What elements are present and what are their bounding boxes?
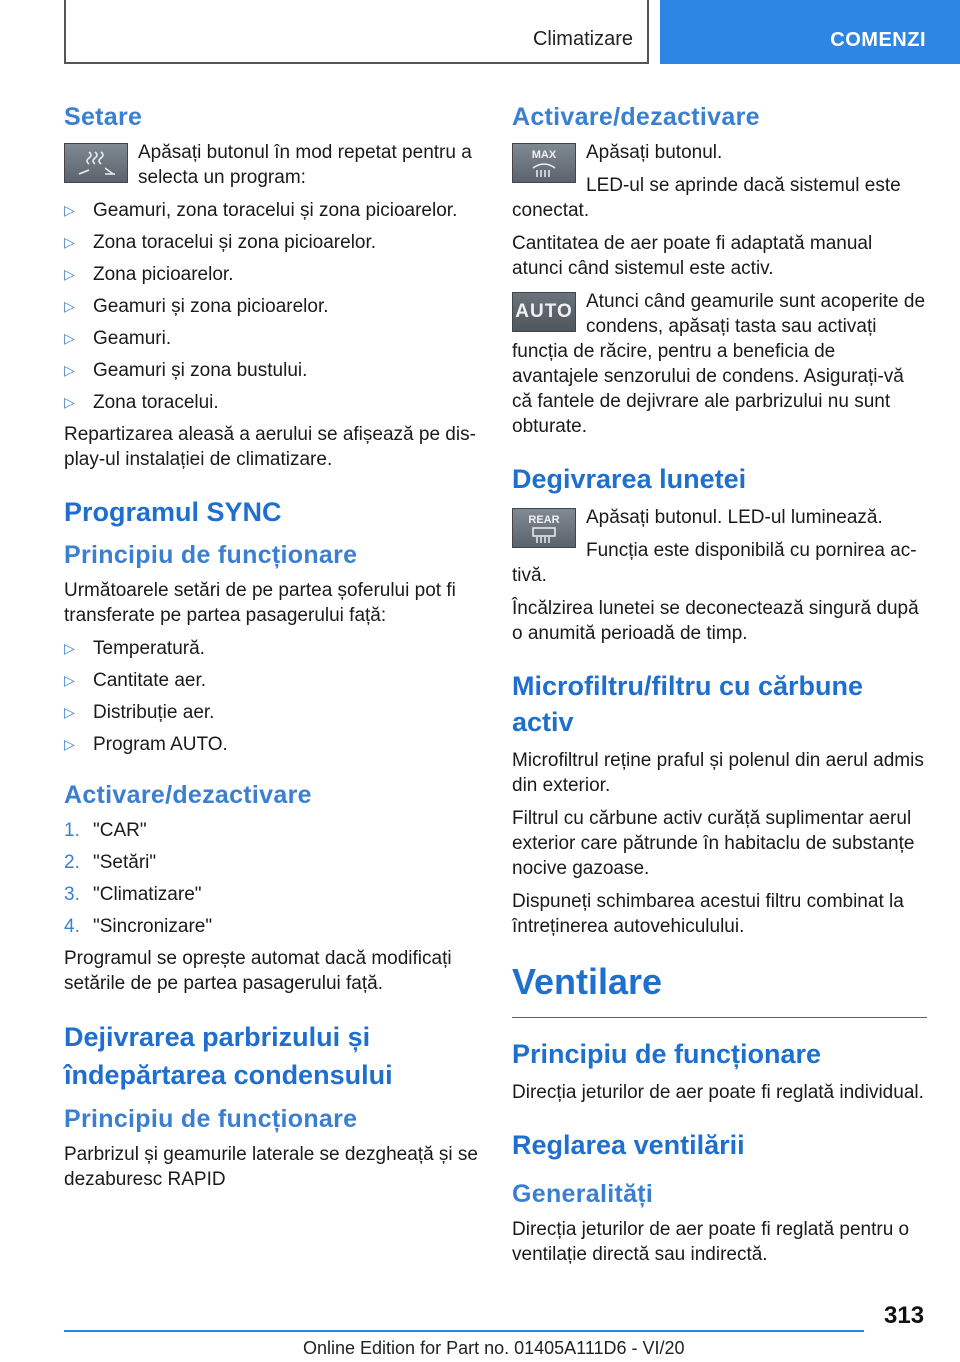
rear-defrost-button-icon (512, 508, 576, 548)
step-item: 4. "Sincronizare" (64, 916, 213, 937)
bullet-triangle-icon: ▷ (64, 640, 75, 656)
setare-after: Repartizarea aleasă a aerului se afișează pe display-ul instalației de climatizare. (64, 424, 476, 470)
defrost-principle-text: Parbrizul și geamurile laterale se dezgheață și se dezaburesc RAPID (64, 1144, 478, 1190)
max-defrost-p2: LED-ul se aprinde dacă sistemul este conectat. (512, 175, 901, 221)
max-defrost-p3: Cantitatea de aer poate fi adaptată manual atunci când sistemul este activ. (512, 233, 873, 279)
auto-button-icon: AUTO (512, 292, 576, 332)
bullet-triangle-icon: ▷ (64, 704, 75, 720)
bullet-triangle-icon: ▷ (64, 266, 75, 282)
list-item: ▷ Geamuri, zona toracelui și zona picioarelor. (64, 200, 458, 221)
list-item: ▷ Geamuri și zona picioarelor. (64, 296, 329, 317)
sync-principle-text: Următoarele setări de pe partea șoferului pot fi transferate pe partea pasagerului față: (64, 580, 456, 626)
svg-text:MAX: MAX (531, 149, 557, 161)
header-frame (64, 0, 649, 64)
step-item: 1. "CAR" (64, 820, 147, 841)
svg-text:REAR: REAR (528, 514, 560, 526)
setare-heading: Setare (64, 103, 143, 131)
list-item: ▷ Distribuție aer. (64, 702, 215, 723)
sync-activation-heading: Activare/dezactivare (64, 781, 312, 809)
left-column (64, 100, 479, 1200)
list-item: ▷ Temperatură. (64, 638, 205, 659)
vent-adjust-heading: Reglarea ventilării (512, 1130, 745, 1160)
vent-principle-heading: Principiu de funcționare (512, 1039, 822, 1069)
vent-general-heading: Generalități (512, 1180, 654, 1208)
setare-list (64, 198, 479, 415)
footer-edition: Online Edition for Part no. 01405A111D6 - VI/20 (303, 1338, 685, 1358)
filter-heading: Microfiltru/filtru cu cărbune activ (512, 671, 864, 737)
footer-divider (64, 1330, 864, 1332)
rear-defrost-p2: Funcția este disponibilă cu pornirea activă. (512, 540, 917, 586)
defrost-heading: Dejivrarea parbrizului și îndepărtarea condensului (64, 1022, 393, 1090)
list-item: ▷ Program AUTO. (64, 734, 228, 755)
vent-general-text: Direcția jeturilor de aer poate fi reglată pentru o ventilație directă sau indirectă. (512, 1219, 910, 1265)
list-item: ▷ Geamuri. (64, 328, 172, 349)
right-column (512, 100, 927, 1275)
list-item: ▷ Zona toracelui. (64, 392, 219, 413)
max-defrost-p1: Apăsați butonul. (586, 142, 723, 163)
list-item: ▷ Geamuri și zona bustului. (64, 360, 308, 381)
defrost-principle-heading: Principiu de funcționare (64, 1105, 358, 1133)
rear-defrost-heading: Degivrarea lunetei (512, 464, 747, 494)
sync-principle-heading: Principiu de funcționare (64, 541, 358, 569)
sync-heading: Programul SYNC (64, 497, 282, 527)
max-defrost-button-icon (512, 143, 576, 183)
list-item: ▷ Cantitate aer. (64, 670, 207, 691)
bullet-triangle-icon: ▷ (64, 202, 75, 218)
page-number: 313 (884, 1302, 925, 1329)
ventilation-heading: Ventilare (512, 961, 927, 1018)
bullet-triangle-icon: ▷ (64, 234, 75, 250)
filter-p2: Filtrul cu cărbune activ curăță suplimentar aerul exterior care pătrunde în habitaclu de substanțe nocive gazoase. (512, 808, 915, 879)
bullet-triangle-icon: ▷ (64, 672, 75, 688)
setare-intro: Apăsați butonul în mod repetat pentru a selecta un program: (138, 142, 472, 188)
max-defrost-p4: Atunci când geamurile sunt acoperite de condens, apăsați tasta sau activați funcția de răcire, pentru a beneficia de avantajele senzorului de condens. Asigurați-vă că fantele de dejivrare ale parbrizului nu sunt obturate. (512, 291, 926, 437)
list-item: ▷ Zona picioarelor. (64, 264, 234, 285)
chapter-tab-label: COMENZI (830, 29, 926, 51)
filter-p1: Microfiltrul reține praful și polenul din aerul admis din exterior. (512, 750, 924, 796)
bullet-triangle-icon: ▷ (64, 330, 75, 346)
bullet-triangle-icon: ▷ (64, 736, 75, 752)
bullet-triangle-icon: ▷ (64, 394, 75, 410)
air-distribution-button-icon (64, 143, 128, 183)
vent-principle-text: Direcția jeturilor de aer poate fi reglată individual. (512, 1082, 924, 1103)
section-title: Climatizare (532, 28, 633, 50)
filter-p3: Dispuneți schimbarea acestui filtru combinat la întreținerea autovehiculului. (512, 891, 904, 937)
step-item: 3. "Climatizare" (64, 884, 202, 905)
step-item: 2. "Setări" (64, 852, 157, 873)
bullet-triangle-icon: ▷ (64, 362, 75, 378)
rear-defrost-p1: Apăsați butonul. LED-ul luminează. (586, 507, 883, 528)
chapter-tab[interactable] (660, 0, 960, 64)
bullet-triangle-icon: ▷ (64, 298, 75, 314)
sync-after: Programul se oprește automat dacă modificați setările de pe partea pasagerului față. (64, 948, 452, 994)
list-item: ▷ Zona toracelui și zona picioarelor. (64, 232, 377, 253)
rear-defrost-p3: Încălzirea lunetei se deconectează singură după o anumită perioadă de timp. (512, 598, 919, 644)
sync-steps (64, 818, 479, 939)
sync-list (64, 636, 479, 757)
max-defrost-heading: Activare/dezactivare (512, 103, 760, 131)
